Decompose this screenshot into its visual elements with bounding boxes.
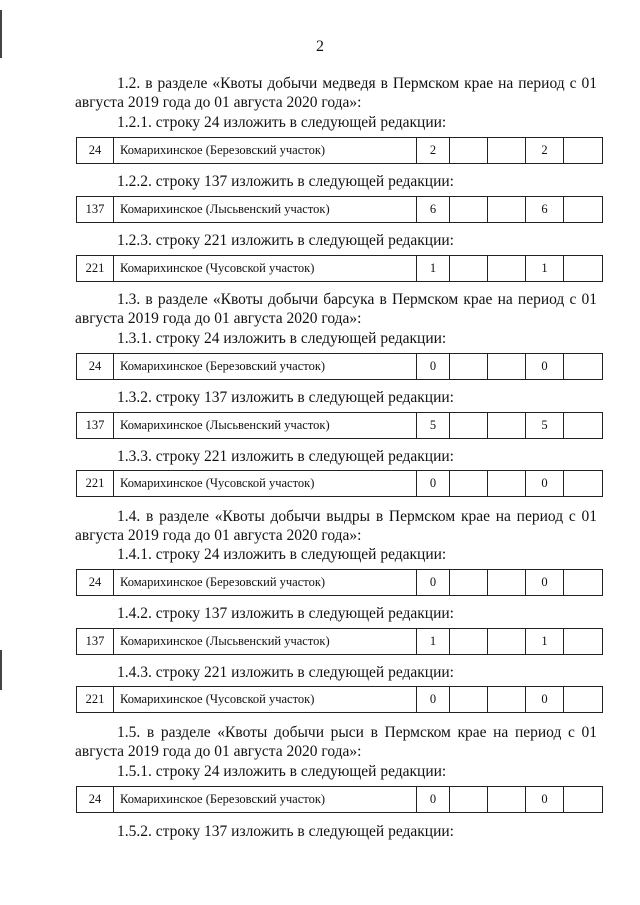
row-number-cell: 24 xyxy=(77,354,114,380)
quota-table-row xyxy=(76,628,603,655)
quota-total-cell: 2 xyxy=(526,138,564,164)
empty-cell xyxy=(488,629,526,655)
empty-cell xyxy=(450,787,488,813)
row-number-cell: 24 xyxy=(77,570,114,596)
hunting-ground-name-cell: Комарихинское (Лысьвенский участок) xyxy=(114,197,417,223)
quota-value-cell: 0 xyxy=(417,687,450,713)
row-number-cell: 24 xyxy=(77,138,114,164)
instruction-line: 1.3.1. строку 24 изложить в следующей редакции: xyxy=(117,330,447,347)
instruction-line: 1.5.2. строку 137 изложить в следующей редакции: xyxy=(117,823,454,840)
instruction-line: 1.3.3. строку 221 изложить в следующей редакции: xyxy=(117,448,454,465)
instruction-line: 1.2.1. строку 24 изложить в следующей редакции: xyxy=(117,114,447,131)
instruction-line: 1.4.2. строку 137 изложить в следующей редакции: xyxy=(117,605,454,622)
empty-cell xyxy=(564,256,603,282)
row-number-cell: 221 xyxy=(77,256,114,282)
hunting-ground-name-cell: Комарихинское (Березовский участок) xyxy=(114,354,417,380)
hunting-ground-name-cell: Комарихинское (Березовский участок) xyxy=(114,570,417,596)
quota-value-cell: 0 xyxy=(417,354,450,380)
empty-cell xyxy=(488,354,526,380)
page-number: 2 xyxy=(316,38,324,55)
empty-cell xyxy=(488,256,526,282)
quota-total-cell: 6 xyxy=(526,197,564,223)
row-number-cell: 221 xyxy=(77,471,114,497)
section-paragraph: 1.2. в разделе «Квоты добычи медведя в Пермском крае на период с 01 августа 2019 года до 01 августа 2020 года»: xyxy=(75,75,597,111)
empty-cell xyxy=(564,413,603,439)
hunting-ground-name-cell: Комарихинское (Лысьвенский участок) xyxy=(114,629,417,655)
instruction-line: 1.3.2. строку 137 изложить в следующей редакции: xyxy=(117,389,454,406)
instruction-line: 1.2.3. строку 221 изложить в следующей редакции: xyxy=(117,232,454,249)
instruction-line: 1.2.2. строку 137 изложить в следующей редакции: xyxy=(117,173,454,190)
quota-total-cell: 0 xyxy=(526,687,564,713)
empty-cell xyxy=(450,629,488,655)
empty-cell xyxy=(450,687,488,713)
quota-total-cell: 1 xyxy=(526,256,564,282)
quota-value-cell: 5 xyxy=(417,413,450,439)
quota-total-cell: 0 xyxy=(526,787,564,813)
empty-cell xyxy=(450,413,488,439)
hunting-ground-name-cell: Комарихинское (Березовский участок) xyxy=(114,138,417,164)
quota-value-cell: 0 xyxy=(417,570,450,596)
instruction-line: 1.4.1. строку 24 изложить в следующей редакции: xyxy=(117,546,447,563)
quota-total-cell: 0 xyxy=(526,471,564,497)
quota-table-row xyxy=(76,786,603,813)
empty-cell xyxy=(450,471,488,497)
empty-cell xyxy=(488,471,526,497)
empty-cell xyxy=(564,570,603,596)
empty-cell xyxy=(564,471,603,497)
quota-table-row xyxy=(76,196,603,223)
empty-cell xyxy=(450,354,488,380)
section-paragraph: 1.5. в разделе «Квоты добычи рыси в Пермском крае на период с 01 августа 2019 года до 01 августа 2020 года»: xyxy=(75,724,597,760)
hunting-ground-name-cell: Комарихинское (Чусовской участок) xyxy=(114,471,417,497)
quota-value-cell: 6 xyxy=(417,197,450,223)
empty-cell xyxy=(564,787,603,813)
scan-edge-mark xyxy=(0,650,2,690)
empty-cell xyxy=(564,687,603,713)
empty-cell xyxy=(488,138,526,164)
empty-cell xyxy=(488,787,526,813)
quota-table-row xyxy=(76,137,603,164)
empty-cell xyxy=(488,413,526,439)
quota-total-cell: 0 xyxy=(526,354,564,380)
section-paragraph: 1.3. в разделе «Квоты добычи барсука в Пермском крае на период с 01 августа 2019 года до 01 августа 2020 года»: xyxy=(75,291,597,327)
empty-cell xyxy=(564,197,603,223)
quota-table-row xyxy=(76,569,603,596)
quota-table-row xyxy=(76,353,603,380)
hunting-ground-name-cell: Комарихинское (Березовский участок) xyxy=(114,787,417,813)
instruction-line: 1.4.3. строку 221 изложить в следующей редакции: xyxy=(117,664,454,681)
empty-cell xyxy=(450,197,488,223)
empty-cell xyxy=(488,197,526,223)
quota-value-cell: 1 xyxy=(417,629,450,655)
quota-value-cell: 2 xyxy=(417,138,450,164)
empty-cell xyxy=(564,138,603,164)
quota-table-row xyxy=(76,686,603,713)
quota-table-row xyxy=(76,412,603,439)
empty-cell xyxy=(564,629,603,655)
row-number-cell: 137 xyxy=(77,197,114,223)
empty-cell xyxy=(450,570,488,596)
empty-cell xyxy=(488,570,526,596)
instruction-line: 1.5.1. строку 24 изложить в следующей редакции: xyxy=(117,763,447,780)
empty-cell xyxy=(488,687,526,713)
hunting-ground-name-cell: Комарихинское (Чусовской участок) xyxy=(114,256,417,282)
quota-value-cell: 1 xyxy=(417,256,450,282)
row-number-cell: 137 xyxy=(77,413,114,439)
hunting-ground-name-cell: Комарихинское (Чусовской участок) xyxy=(114,687,417,713)
section-paragraph: 1.4. в разделе «Квоты добычи выдры в Пермском крае на период с 01 августа 2019 года до 01 августа 2020 года»: xyxy=(75,508,597,544)
quota-table-row xyxy=(76,470,603,497)
quota-total-cell: 5 xyxy=(526,413,564,439)
empty-cell xyxy=(564,354,603,380)
quota-table-row xyxy=(76,255,603,282)
hunting-ground-name-cell: Комарихинское (Лысьвенский участок) xyxy=(114,413,417,439)
empty-cell xyxy=(450,256,488,282)
quota-value-cell: 0 xyxy=(417,471,450,497)
quota-total-cell: 0 xyxy=(526,570,564,596)
empty-cell xyxy=(450,138,488,164)
row-number-cell: 221 xyxy=(77,687,114,713)
quota-value-cell: 0 xyxy=(417,787,450,813)
row-number-cell: 24 xyxy=(77,787,114,813)
quota-total-cell: 1 xyxy=(526,629,564,655)
row-number-cell: 137 xyxy=(77,629,114,655)
